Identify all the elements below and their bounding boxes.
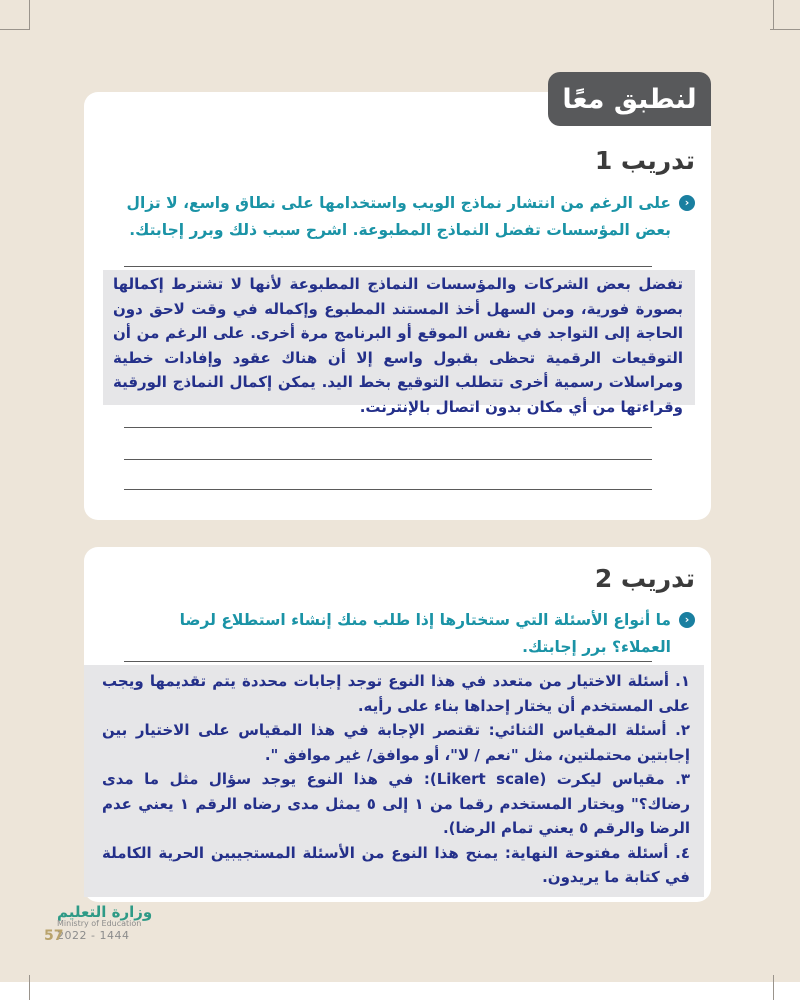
page-bleed bbox=[0, 982, 800, 1000]
exercise-2-answer-item: ١. أسئلة الاختيار من متعدد في هذا النوع توجد إجابات محددة يتم تقديمها ويجب على المستخدم أن يختار إحداها بناء على رأيه. bbox=[102, 672, 690, 715]
answer-line bbox=[124, 266, 652, 267]
crop-mark bbox=[773, 975, 774, 1000]
exercise-2-title: تدريب 2 bbox=[594, 564, 695, 593]
exercise-2-answer-item: ٢. أسئلة المقياس الثنائي: تقتصر الإجابة في هذا المقياس على الاختيار بين إجابتين محتملتين، مثل "نعم / لا"، أو موافق/ غير موافق ". bbox=[102, 721, 690, 764]
ministry-logo bbox=[57, 903, 177, 942]
ministry-name-english: Ministry of Education bbox=[57, 919, 142, 928]
section-banner-title: لنطبق معًا bbox=[562, 83, 697, 115]
exercise-2-answer bbox=[84, 665, 704, 897]
answer-line bbox=[124, 427, 652, 428]
exercise-2-question bbox=[118, 607, 695, 661]
section-banner bbox=[548, 72, 711, 126]
exercise-1-question bbox=[118, 190, 695, 244]
exercise-2-answer-item: ٤. أسئلة مفتوحة النهاية: يمنح هذا النوع من الأسئلة المستجيبين الحرية الكاملة في كتابة ما يريدون. bbox=[102, 843, 690, 886]
exercise-1-answer-text: تفضل بعض الشركات والمؤسسات النماذج المطبوعة لأنها لا تشترط إكمالها بصورة فورية، ومن السهل أخذ المستند المطبوع وإكماله في وقت لاحق دون الحاجة إلى التواجد في نفس الموقع أو البرنامج مرة أخرى. على الرغم من أن التوقيعات الرقمية تحظى بقبول واسع إلا أن هناك عقود وإفادات خطية ومراسلات رسمية أخرى تتطلب التوقيع بخط اليد. يمكن إكمال النماذج الورقية وقراءتها من أي مكان بدون اتصال بالإنترنت. bbox=[113, 275, 683, 416]
exercise-1-answer bbox=[103, 270, 695, 416]
answer-line bbox=[124, 489, 652, 490]
chevron-left-icon: ‹ bbox=[679, 195, 695, 211]
chevron-left-icon: ‹ bbox=[679, 612, 695, 628]
answer-line bbox=[124, 459, 652, 460]
exercise-1-title: تدريب 1 bbox=[594, 146, 695, 175]
exercise-2-answer-item: ٣. مقياس ليكرت (Likert scale): في هذا النوع يوجد سؤال مثل ما مدى رضاك؟" ويختار المستخدم رقما من ١ إلى ٥ يمثل مدى رضاه الرقم ١ يعني عدم الرضا والرقم ٥ يعني تمام الرضا). bbox=[102, 770, 691, 837]
crop-mark bbox=[29, 975, 30, 1000]
crop-mark bbox=[0, 29, 30, 30]
page-number: 57 bbox=[44, 928, 64, 944]
crop-mark bbox=[770, 29, 800, 30]
answer-line bbox=[124, 661, 652, 662]
ministry-name-arabic: وزارة التعليم bbox=[57, 903, 153, 921]
edition-year: 2022 - 1444 bbox=[57, 929, 130, 942]
crop-mark bbox=[773, 0, 774, 30]
exercise-2-question-text: ما أنواع الأسئلة التي ستختارها إذا طلب منك إنشاء استطلاع لرضا العملاء؟ برر إجابتك. bbox=[179, 611, 671, 656]
exercise-1-question-text: على الرغم من انتشار نماذج الويب واستخدامها على نطاق واسع، لا تزال بعض المؤسسات تفضل النماذج المطبوعة. اشرح سبب ذلك وبرر إجابتك. bbox=[126, 194, 671, 239]
crop-mark bbox=[29, 0, 30, 30]
